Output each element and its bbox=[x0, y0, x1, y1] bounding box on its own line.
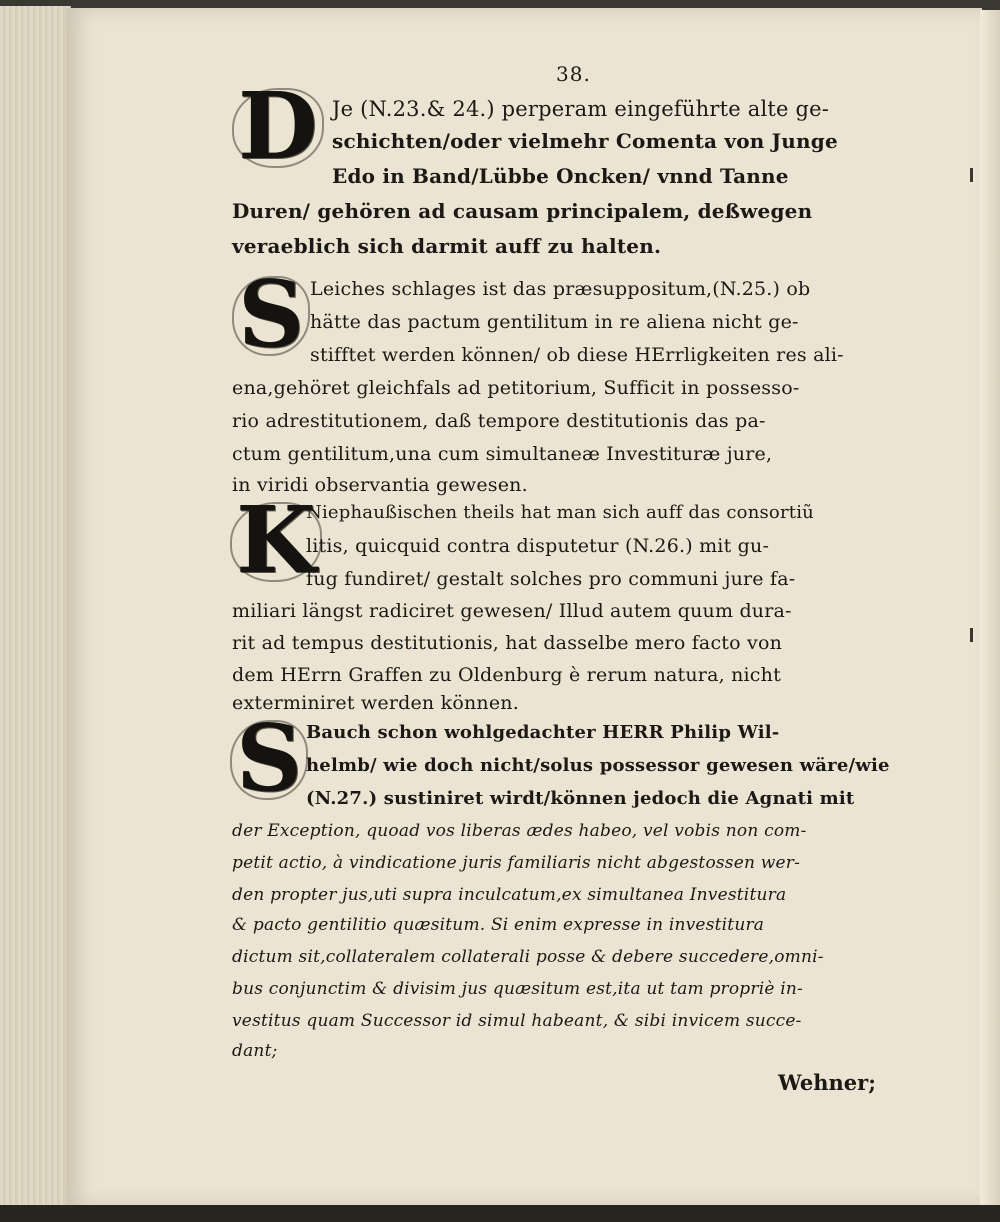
facing-page-edge bbox=[980, 10, 1000, 1205]
text-line: veraeblich sich darmit auff zu halten. bbox=[232, 234, 662, 258]
text-line: Niephaußischen theils hat man sich auff das consortiũ bbox=[306, 502, 814, 523]
text-line: litis, quicquid contra disputetur (N.26.) mit gu- bbox=[306, 535, 770, 557]
margin-mark bbox=[970, 168, 973, 182]
text-line: dem HErrn Graffen zu Oldenburg è rerum natura, nicht bbox=[232, 664, 781, 686]
text-line: Je (N.23.& 24.) perperam eingeführte alte ge- bbox=[332, 97, 830, 121]
text-line: bus conjunctim & divisim jus quæsitum est,ita ut tam propriè in- bbox=[232, 979, 803, 999]
text-line: (N.27.) sustiniret wirdt/können jedoch die Agnati mit bbox=[306, 788, 855, 809]
text-line: rit ad tempus destitutionis, hat dasselbe mero facto von bbox=[232, 632, 783, 654]
drop-cap-initial: S bbox=[236, 704, 303, 812]
text-line: den propter jus,uti supra inculcatum,ex simultanea Investitura bbox=[232, 885, 787, 905]
text-line: miliari längst radiciret gewesen/ Illud autem quum dura- bbox=[232, 600, 792, 622]
text-line: Bauch schon wohlgedachter HERR Philip Wil- bbox=[306, 722, 780, 743]
page-stack-edge bbox=[0, 6, 71, 1216]
page-number: 38. bbox=[556, 62, 591, 86]
text-line: ctum gentilitum,una cum simultaneæ Investituræ jure, bbox=[232, 443, 773, 465]
text-line: dant; bbox=[232, 1041, 278, 1061]
text-line: & pacto gentilitio quæsitum. Si enim expresse in investitura bbox=[232, 915, 765, 935]
text-line: ena,gehöret gleichfals ad petitorium, Sufficit in possesso- bbox=[232, 377, 800, 399]
text-line: in viridi observantia gewesen. bbox=[232, 474, 528, 496]
text-line: helmb/ wie doch nicht/solus possessor gewesen wäre/wie bbox=[306, 755, 890, 776]
text-line: exterminiret werden können. bbox=[232, 692, 519, 714]
catchword: Wehner; bbox=[778, 1070, 876, 1095]
text-line: stifftet werden können/ ob diese HErrligkeiten res ali- bbox=[310, 344, 844, 366]
text-line: hätte das pactum gentilitum in re aliena nicht ge- bbox=[310, 311, 799, 333]
drop-cap-initial: D bbox=[238, 72, 318, 180]
margin-mark bbox=[970, 628, 973, 642]
text-line: schichten/oder vielmehr Comenta von Junge bbox=[332, 129, 838, 153]
text-line: Duren/ gehören ad causam principalem, deßwegen bbox=[232, 199, 813, 223]
text-line: petit actio, à vindicatione juris familiaris nicht abgestossen wer- bbox=[232, 853, 801, 873]
drop-cap-initial: K bbox=[236, 486, 316, 594]
book-bottom-edge bbox=[0, 1205, 1000, 1222]
text-line: der Exception, quoad vos liberas ædes habeo, vel vobis non com- bbox=[232, 821, 807, 841]
text-line: rio adrestitutionem, daß tempore destitutionis das pa- bbox=[232, 410, 766, 432]
text-line: dictum sit,collateralem collaterali posse & debere succedere,omni- bbox=[232, 947, 824, 967]
text-line: Edo in Band/Lübbe Oncken/ vnnd Tanne bbox=[332, 164, 789, 188]
text-line: vestitus quam Successor id simul habeant, & sibi invicem succe- bbox=[232, 1011, 802, 1031]
text-line: fug fundiret/ gestalt solches pro communi jure fa- bbox=[306, 568, 796, 590]
text-line: Leiches schlages ist das præsuppositum,(N.25.) ob bbox=[310, 278, 811, 300]
drop-cap-initial: S bbox=[238, 260, 305, 368]
